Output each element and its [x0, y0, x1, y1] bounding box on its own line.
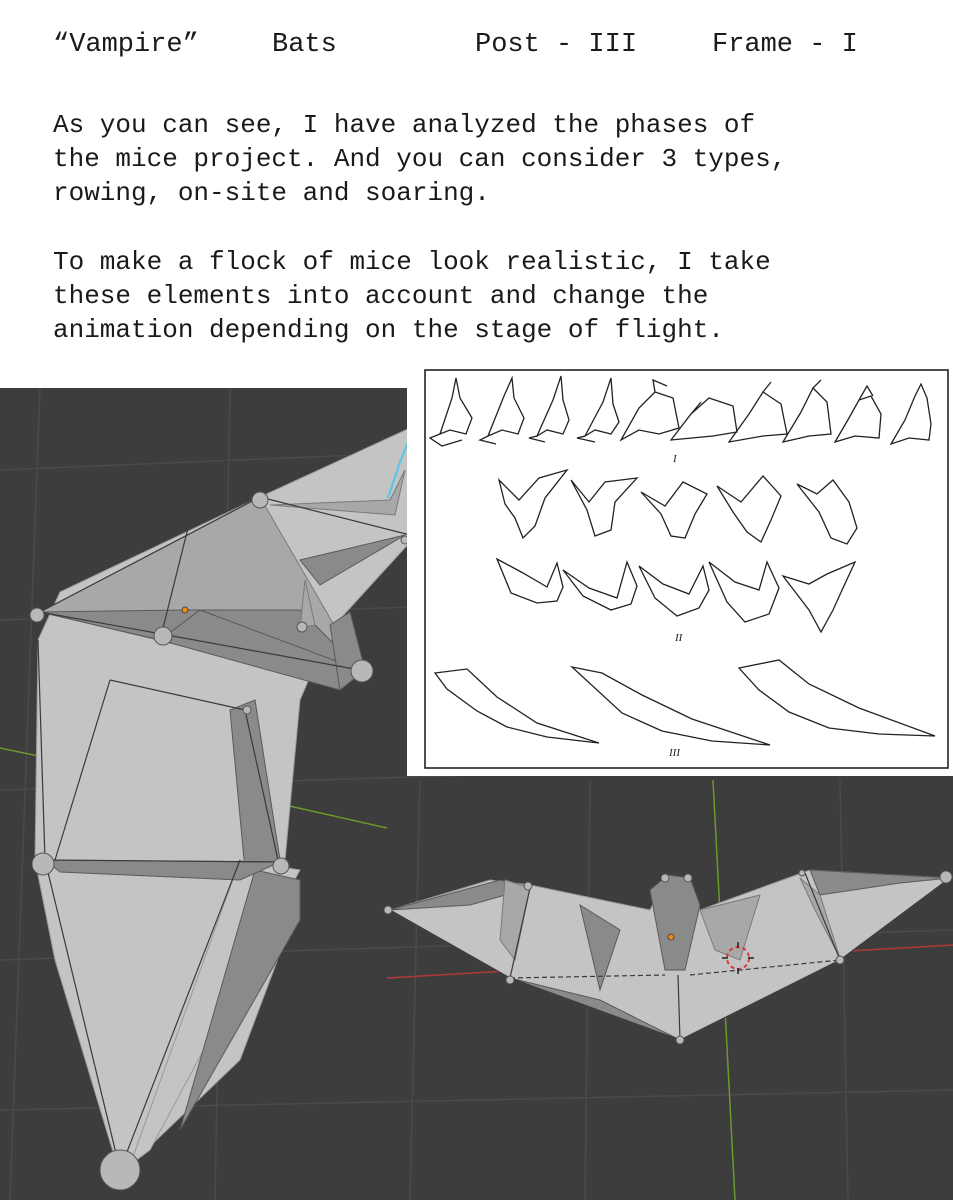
- method-line: these elements into account and change the: [53, 281, 709, 311]
- title-word: Bats: [272, 30, 337, 60]
- row-label-I: I: [673, 453, 677, 465]
- intro-line: As you can see, I have analyzed the phases of: [53, 110, 756, 140]
- method-paragraph: [53, 245, 771, 347]
- origin-point: [668, 934, 674, 940]
- method-line: To make a flock of mice look realistic, I take: [53, 247, 771, 277]
- intro-line: rowing, on-site and soaring.: [53, 178, 490, 208]
- flight-phases-reference-plate: [407, 358, 953, 776]
- intro-line: the mice project. And you can consider 3 types,: [53, 144, 787, 174]
- method-line: animation depending on the stage of flight.: [53, 315, 724, 345]
- row-label-III: III: [669, 747, 680, 759]
- intro-paragraph: [53, 108, 786, 210]
- frame-label: Frame - I: [712, 30, 858, 60]
- header: [0, 30, 953, 70]
- post-label: Post - III: [475, 30, 638, 60]
- origin-point: [182, 607, 188, 613]
- title-quoted: “Vampire”: [53, 30, 199, 60]
- row-label-II: II: [675, 632, 683, 644]
